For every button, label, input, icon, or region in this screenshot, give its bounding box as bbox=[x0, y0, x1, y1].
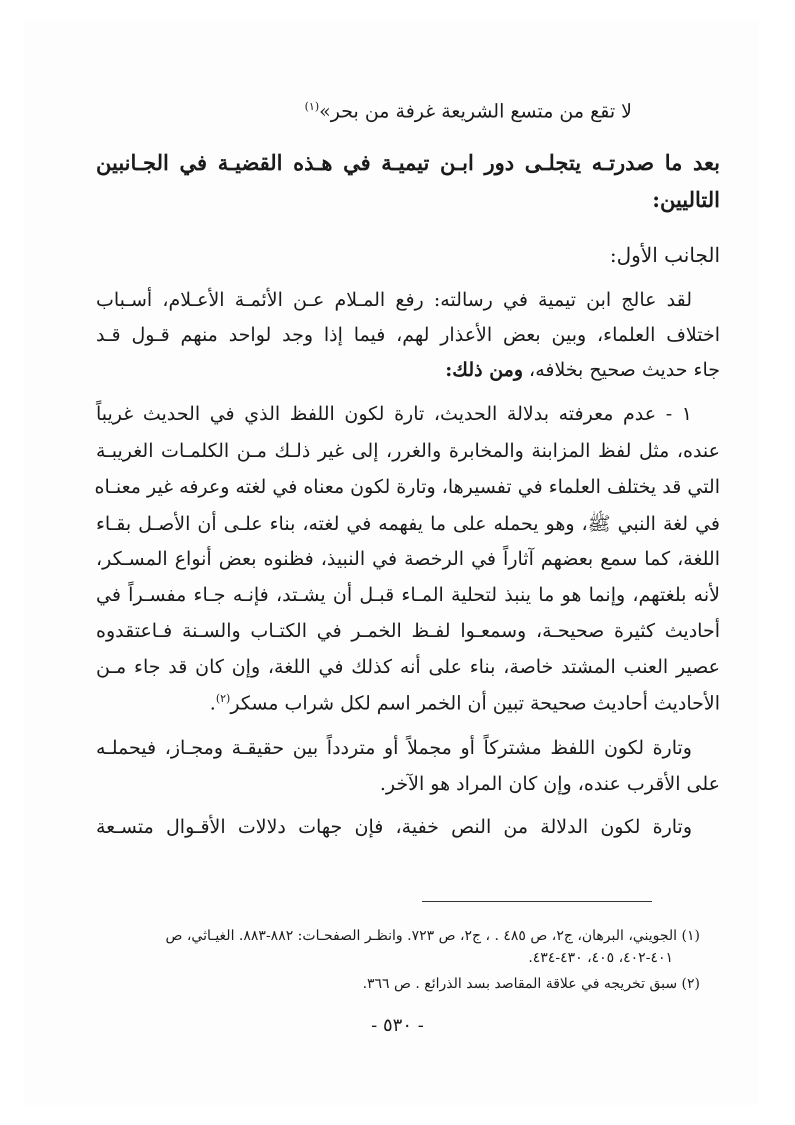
p3-line-2: على الأقرب عنده، وإن كان المراد هو الآخر. bbox=[379, 773, 720, 795]
p2-line-2: عنده، مثل لفظ المزابنة والمخابرة والغرر، إلى غير ذلـك مـن الكلمـات الغريبـة bbox=[96, 440, 720, 462]
p4-line-1: وتارة لكون الدلالة من النص خفية، فإن جهات دلالات الأقـوال متسـعة bbox=[96, 816, 692, 838]
period: . bbox=[209, 692, 216, 715]
p2-line-5: اللغة، كما سمع بعضهم آثاراً في الرخصة في النبيذ، فظنوه بعض أنواع المسـكر، bbox=[96, 548, 720, 570]
footnote-1-cont: ٤٠١-٤٠٢، ٤٠٥، ٤٣٠-٤٣٤. bbox=[528, 950, 673, 966]
p1-line-3 bbox=[96, 359, 720, 381]
p2-line-9-text: الأحاديث أحاديث صحيحة تبين أن الخمر اسم لكل شراب مسكر bbox=[230, 692, 720, 715]
p3-line-1: وتارة لكون اللفظ مشتركاً أو مجملاً أو متردداً بين حقيقـة ومجـاز، فيحملـه bbox=[96, 737, 692, 759]
footnote-1-marker: (١) bbox=[681, 928, 700, 944]
p1-line-1: لقد عالج ابن تيمية في رسالته: رفع المـلام عـن الأئمـة الأعـلام، أسـباب bbox=[96, 289, 692, 311]
footnote-2 bbox=[363, 976, 700, 992]
footnote-ref-1: (١) bbox=[304, 100, 320, 113]
p1-line-3-text: جاء حديث صحيح بخلافه، bbox=[523, 359, 720, 381]
footnote-1-line-1: الجويني، البرهان، ج٢، ص ٤٨٥ . ، ج٢، ص ٧٢٣. وانظـر الصفحـات: ٨٨٢-٨٨٣. الغيـاثي، ص bbox=[165, 928, 678, 944]
p2-line-4: في لغة النبي ﷺ، وهو يحمله على ما يفهمه في لغته، بناء علـى أن الأصـل بقـاء bbox=[96, 513, 720, 535]
p1-line-2: اختلاف العلماء، وبين بعض الأعذار لهم، فيما إذا وجد لواحد منهم قـول قـد bbox=[96, 324, 720, 346]
footnote-divider bbox=[422, 901, 652, 902]
p2-line-3: التي قد يختلف العلماء في تفسيرها، وتارة لكون معناه في لغته وعرفه غير معنـاه bbox=[94, 476, 720, 498]
footnote-1 bbox=[166, 928, 701, 944]
intro-line-1: بعد ما صدرتـه يتجلـى دور ابـن تيميـة في هـذه القضيـة في الجـانبين bbox=[96, 150, 720, 175]
footnote-ref-2: (٢) bbox=[215, 692, 231, 705]
p2-line-9 bbox=[96, 692, 720, 714]
footnote-2-marker: (٢) bbox=[681, 976, 700, 992]
intro-line-2: التاليين: bbox=[652, 187, 720, 212]
p2-line-6: لأنه بلغتهم، وإنما هو ما ينبذ لتحلية المـاء قبـل أن يشـتد، فإنـه جـاء مفسـراً في bbox=[96, 584, 720, 606]
quote-text: لا تقع من متسع الشريعة غرفة من بحر» bbox=[319, 100, 632, 123]
p1-line-3-bold: ومن ذلك: bbox=[445, 359, 524, 381]
quote-tail bbox=[305, 100, 632, 122]
p2-line-7: أحاديث كثيرة صحيحـة، وسمعـوا لفـظ الخمـر في الكتـاب والسـنة فـاعتقدوه bbox=[96, 620, 720, 642]
footnote-2-line-1: سبق تخريجه في علاقة المقاصد بسد الذرائع . ص ٣٦٦. bbox=[362, 976, 678, 992]
p2-line-8: عصير العنب المشتد خاصة، بناء على أنه كذلك في اللغة، وإن كان قد جاء مـن bbox=[96, 656, 720, 678]
p2-line-1: ١ - عدم معرفته بدلالة الحديث، تارة لكون اللفظ الذي في الحديث غريباً bbox=[96, 403, 692, 425]
section-heading: الجانب الأول: bbox=[609, 243, 720, 267]
page-number: - ٥٣٠ - bbox=[371, 1015, 424, 1036]
